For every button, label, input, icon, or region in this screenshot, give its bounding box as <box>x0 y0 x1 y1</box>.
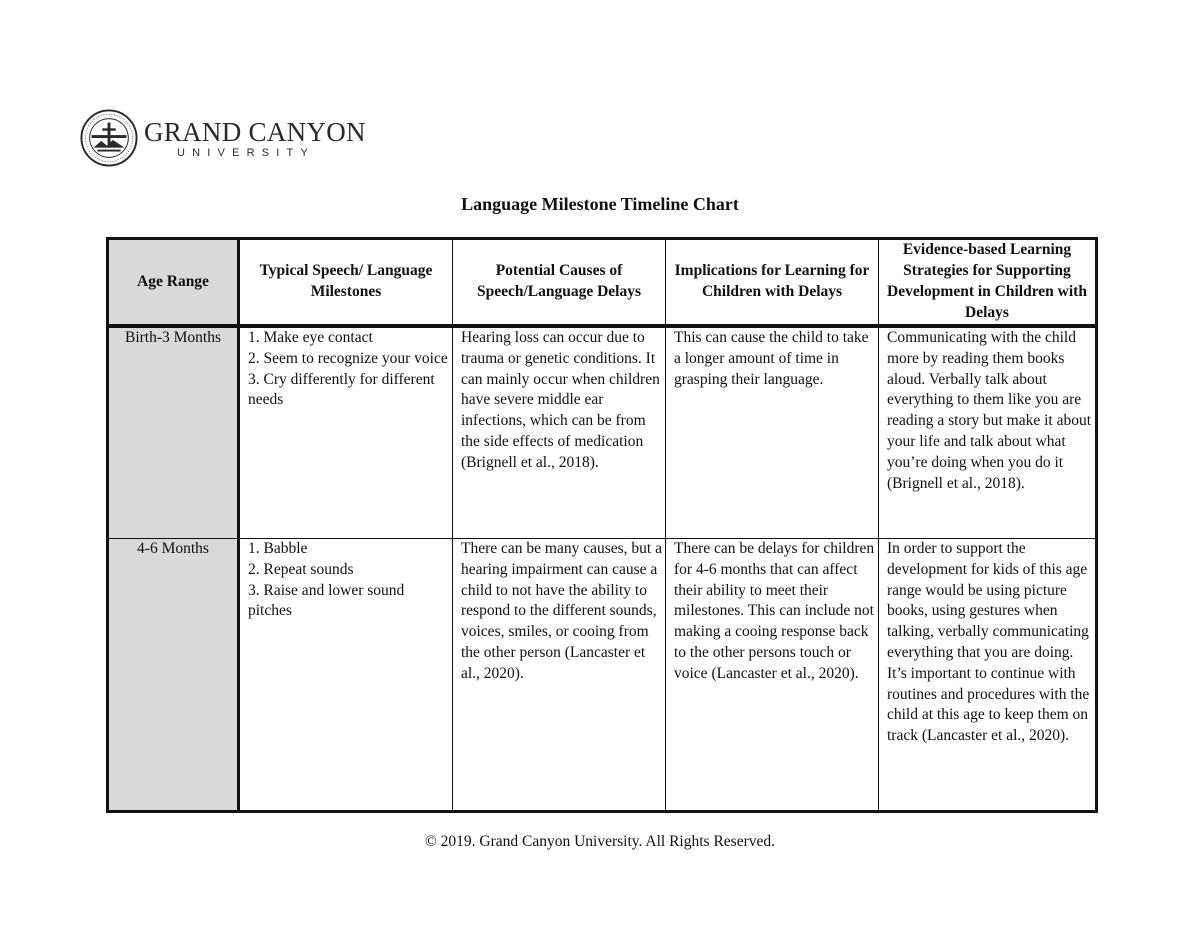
age-range-cell: 4-6 Months <box>108 539 239 812</box>
causes-cell: Hearing loss can occur due to trauma or genetic conditions. It can mainly occur when children have severe middle ear infections, which can be from the side effects of medication (Brignell et al., 2018). <box>453 326 666 539</box>
milestone-table <box>106 237 1098 813</box>
document-title: Language Milestone Timeline Chart <box>461 194 739 214</box>
milestone-item: 3. Cry differently for different needs <box>248 370 435 409</box>
header-implications: Implications for Learning for Children with Delays <box>666 239 879 327</box>
table-row <box>108 539 1097 812</box>
milestones-cell <box>239 326 453 539</box>
header-strategies: Evidence-based Learning Strategies for Supporting Development in Children with Delays <box>879 239 1097 327</box>
milestone-item: 2. Repeat sounds <box>248 560 354 578</box>
implications-cell: This can cause the child to take a longer amount of time in grasping their language. <box>666 326 879 539</box>
age-range-cell: Birth-3 Months <box>108 326 239 539</box>
logo-name: GRAND CANYON <box>144 116 366 147</box>
header-milestones: Typical Speech/ Language Milestones <box>239 239 453 327</box>
milestones-cell <box>239 539 453 812</box>
strategies-cell: In order to support the development for kids of this age range would be using picture books, using gestures when talking, verbally communicating everything that you are doing. It’s important to continue with routines and procedures with the child at this age to keep them on track (Lancaster et al., 2020). <box>879 539 1097 812</box>
university-logo <box>80 108 366 168</box>
milestone-item: 1. Babble <box>248 540 308 557</box>
causes-cell: There can be many causes, but a hearing impairment can cause a child to not have the ability to respond to the different sounds, voices, smiles, or cooing from the other person (Lancaster et al., 2020). <box>453 539 666 812</box>
table-row <box>108 326 1097 539</box>
header-age-range: Age Range <box>108 239 239 327</box>
logo-subtitle: UNIVERSITY <box>177 146 316 159</box>
implications-cell: There can be delays for children for 4-6 months that can affect their ability to meet their milestones. This can include not making a cooing response back to the other persons touch or voice (Lancaster et al., 2020). <box>666 539 879 812</box>
table-header-row <box>108 239 1097 327</box>
strategies-cell: Communicating with the child more by reading them books aloud. Verbally talk about everything to them like you are reading a story but make it about your life and talk about what you’re doing when you do it (Brignell et al., 2018). <box>879 326 1097 539</box>
copyright-footer: © 2019. Grand Canyon University. All Rights Reserved. <box>424 833 775 850</box>
milestone-item: 2. Seem to recognize your voice <box>248 349 448 367</box>
milestone-item: 1. Make eye contact <box>248 329 373 346</box>
milestone-item: 3. Raise and lower sound pitches <box>248 581 405 620</box>
university-seal-icon <box>80 109 138 167</box>
header-causes: Potential Causes of Speech/Language Delays <box>453 239 666 327</box>
